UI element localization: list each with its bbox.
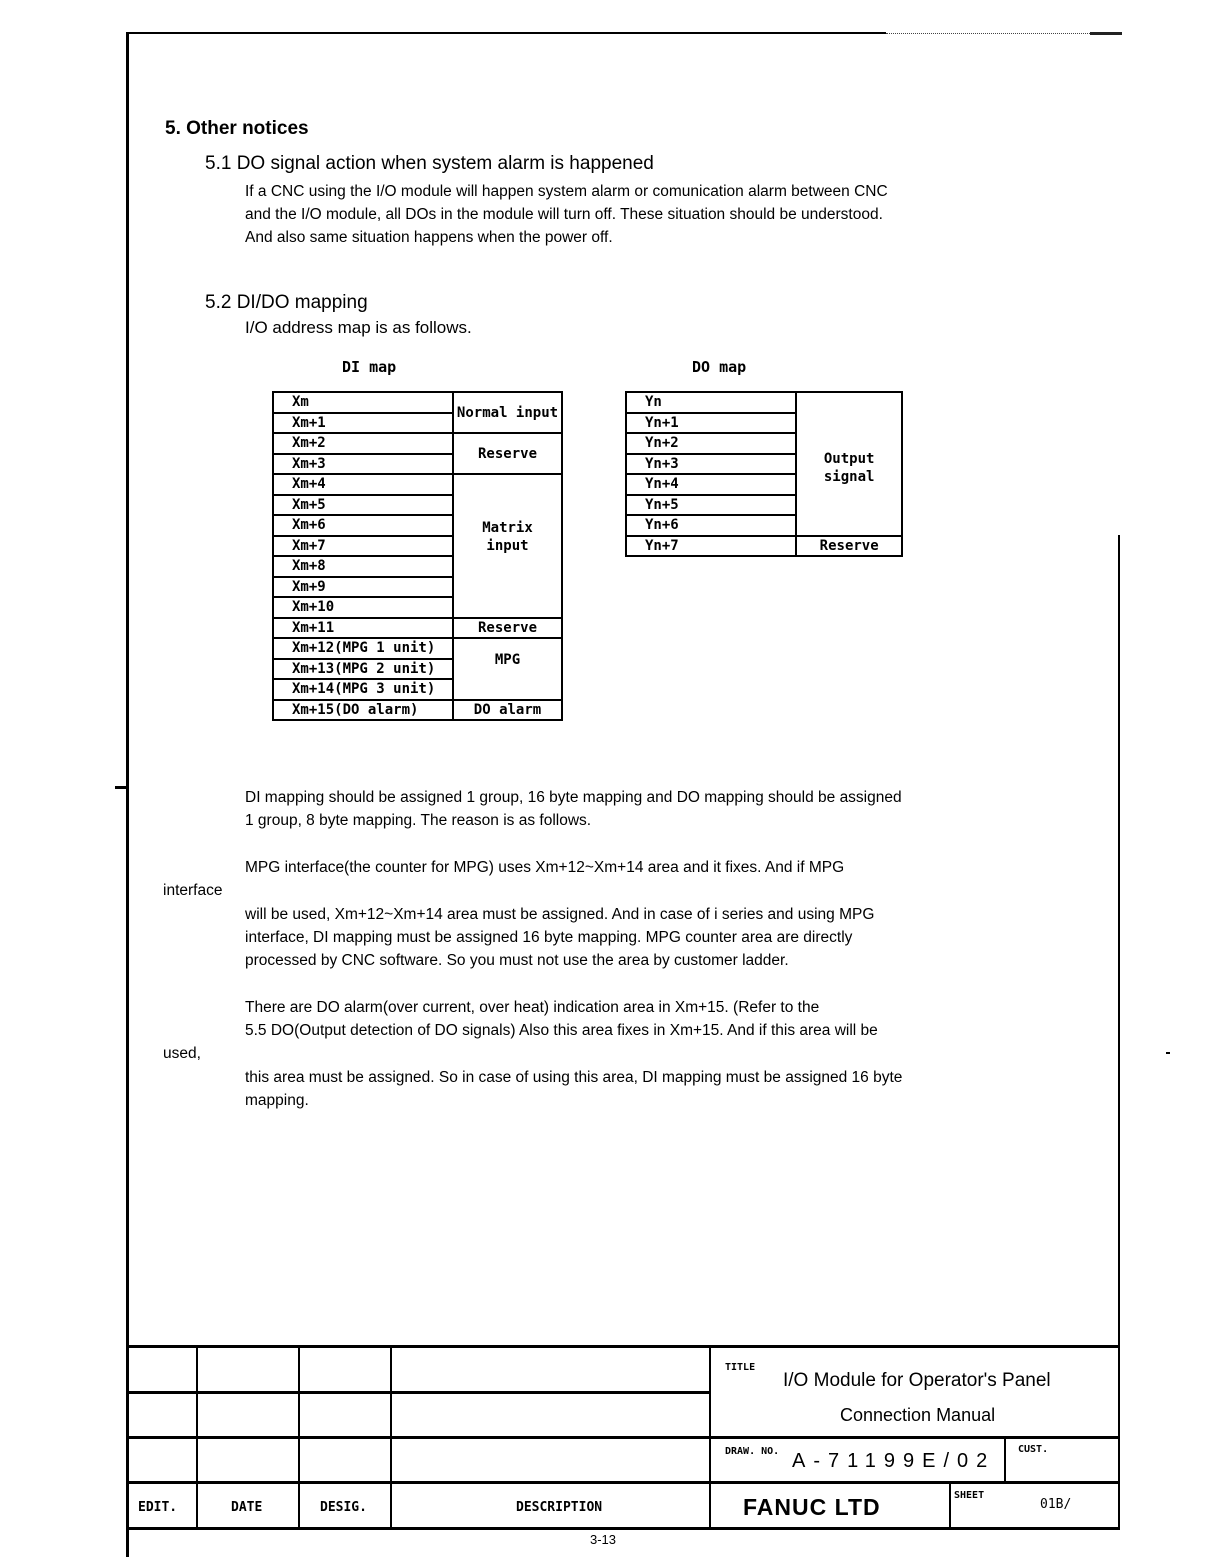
- do-address-cell: Yn+2: [626, 433, 796, 454]
- do-map-table: [625, 391, 903, 557]
- table-row: [273, 392, 562, 413]
- table-row: [273, 433, 562, 454]
- di-address-cell: Xm+14(MPG 3 unit): [273, 679, 453, 700]
- di-address-cell: Xm+3: [273, 454, 453, 475]
- title-block-lower-line: [126, 1481, 1120, 1484]
- paragraph-mpg-line1: MPG interface(the counter for MPG) uses Xm+12~Xm+14 area and it fixes. And if MPG: [245, 859, 845, 876]
- di-address-cell: Xm+12(MPG 1 unit): [273, 638, 453, 659]
- title-label: TITLE: [725, 1362, 756, 1373]
- col-header-desig: DESIG.: [320, 1500, 367, 1515]
- sheet-value: 01B/: [1040, 1497, 1072, 1512]
- col-header-description: DESCRIPTION: [516, 1500, 603, 1515]
- page-frame-top-border: [126, 32, 886, 34]
- di-address-cell: Xm+10: [273, 597, 453, 618]
- col-header-date: DATE: [231, 1500, 263, 1515]
- di-group-do-alarm: DO alarm: [453, 700, 562, 721]
- text-line: 1 group, 8 byte mapping. The reason is as follows.: [245, 812, 592, 829]
- do-address-cell: Yn+5: [626, 495, 796, 516]
- di-address-cell: Xm+9: [273, 577, 453, 598]
- page-frame-right-border: [1118, 535, 1120, 1355]
- text-line: interface, DI mapping must be assigned 16 byte mapping. MPG counter area are directly: [245, 929, 853, 946]
- col-divider: [298, 1346, 300, 1528]
- paragraph-mapping-rule: [245, 786, 902, 832]
- text-line: this area must be assigned. So in case of using this area, DI mapping must be assigned 16 byte: [245, 1069, 903, 1086]
- text-line: processed by CNC software. So you must not use the area by customer ladder.: [245, 952, 789, 969]
- drawing-number-label: DRAW. NO.: [725, 1446, 780, 1457]
- title-block-mid-line: [126, 1436, 1120, 1439]
- drawing-number: A-71199E/02: [792, 1450, 996, 1472]
- di-group-mpg: MPG: [453, 638, 562, 700]
- title-block-right-line: [1118, 1346, 1120, 1528]
- table-row: [273, 474, 562, 495]
- col-divider: [390, 1346, 392, 1528]
- di-address-cell: Xm+7: [273, 536, 453, 557]
- do-group-reserve: Reserve: [796, 536, 902, 557]
- do-address-cell: Yn+7: [626, 536, 796, 557]
- di-group-matrix-input: Matrix input: [453, 474, 562, 618]
- subsection-5-1-body: [245, 180, 888, 249]
- do-group-output-signal: Output signal: [796, 392, 902, 536]
- di-group-normal-input: Normal input: [453, 392, 562, 433]
- sheet-label: SHEET: [954, 1490, 985, 1501]
- col-divider: [949, 1482, 951, 1528]
- customer-label: CUST.: [1018, 1444, 1049, 1455]
- di-address-cell: Xm+8: [273, 556, 453, 577]
- revision-row-line: [126, 1391, 710, 1394]
- do-map-caption: DO map: [692, 358, 747, 376]
- di-group-reserve: Reserve: [453, 433, 562, 474]
- text-line: If a CNC using the I/O module will happen system alarm or comunication alarm between CNC: [245, 183, 888, 200]
- table-row: [273, 618, 562, 639]
- section-heading: 5. Other notices: [165, 118, 309, 139]
- text-line: mapping.: [245, 1092, 309, 1109]
- di-address-cell: Xm+1: [273, 413, 453, 434]
- col-header-edit: EDIT.: [138, 1500, 178, 1515]
- paragraph-do-alarm-first: [245, 996, 878, 1042]
- title-block-top-line: [126, 1345, 1120, 1348]
- text-line: DI mapping should be assigned 1 group, 16 byte mapping and DO mapping should be assigned: [245, 789, 902, 806]
- title-block-bottom-line: [126, 1527, 1120, 1530]
- text-line: 5.5 DO(Output detection of DO signals) Also this area fixes in Xm+15. And if this area will be: [245, 1022, 878, 1039]
- page-frame-top-right-mark: [1090, 32, 1122, 35]
- col-divider: [196, 1346, 198, 1528]
- subsection-5-2-intro: I/O address map is as follows.: [245, 318, 472, 337]
- di-address-cell: Xm+4: [273, 474, 453, 495]
- di-address-cell: Xm+15(DO alarm): [273, 700, 453, 721]
- di-address-cell: Xm+5: [273, 495, 453, 516]
- table-row: [626, 392, 902, 413]
- di-address-cell: Xm+2: [273, 433, 453, 454]
- di-group-reserve-2: Reserve: [453, 618, 562, 639]
- text-line: And also same situation happens when the power off.: [245, 229, 613, 246]
- table-row: [273, 700, 562, 721]
- text-line: and the I/O module, all DOs in the module will turn off. These situation should be understood.: [245, 206, 883, 223]
- di-map-caption: DI map: [342, 358, 397, 376]
- di-address-cell: Xm+11: [273, 618, 453, 639]
- text-line: There are DO alarm(over current, over heat) indication area in Xm+15. (Refer to the: [245, 999, 820, 1016]
- di-address-cell: Xm: [273, 392, 453, 413]
- di-address-cell: Xm+6: [273, 515, 453, 536]
- subsection-5-1-title: 5.1 DO signal action when system alarm is happened: [205, 153, 654, 174]
- company-name: FANUC LTD: [743, 1494, 881, 1520]
- text-line: will be used, Xm+12~Xm+14 area must be assigned. And in case of i series and using MPG: [245, 906, 875, 923]
- do-address-cell: Yn+3: [626, 454, 796, 475]
- do-address-cell: Yn: [626, 392, 796, 413]
- paragraph-do-alarm-wrap: used,: [163, 1045, 201, 1062]
- do-address-cell: Yn+6: [626, 515, 796, 536]
- page-frame-left-border: [126, 33, 129, 1557]
- page-number: 3-13: [590, 1532, 617, 1547]
- di-address-cell: Xm+13(MPG 2 unit): [273, 659, 453, 680]
- page-frame-top-dashed-border: [886, 33, 1122, 35]
- do-address-cell: Yn+1: [626, 413, 796, 434]
- do-address-cell: Yn+4: [626, 474, 796, 495]
- paragraph-mpg-wrap: interface: [163, 882, 223, 899]
- table-row: [273, 638, 562, 659]
- col-divider: [1004, 1437, 1006, 1482]
- paragraph-do-alarm-rest: [245, 1066, 902, 1112]
- subsection-5-2-title: 5.2 DI/DO mapping: [205, 292, 368, 313]
- paragraph-mpg-rest: [245, 903, 874, 972]
- di-map-table: [272, 391, 563, 721]
- margin-tick-mark: [115, 786, 128, 789]
- table-row: [626, 536, 902, 557]
- scan-artifact: [1166, 1052, 1170, 1054]
- col-divider: [709, 1346, 711, 1528]
- document-title-line2: Connection Manual: [840, 1405, 996, 1425]
- document-title-line1: I/O Module for Operator's Panel: [783, 1370, 1051, 1391]
